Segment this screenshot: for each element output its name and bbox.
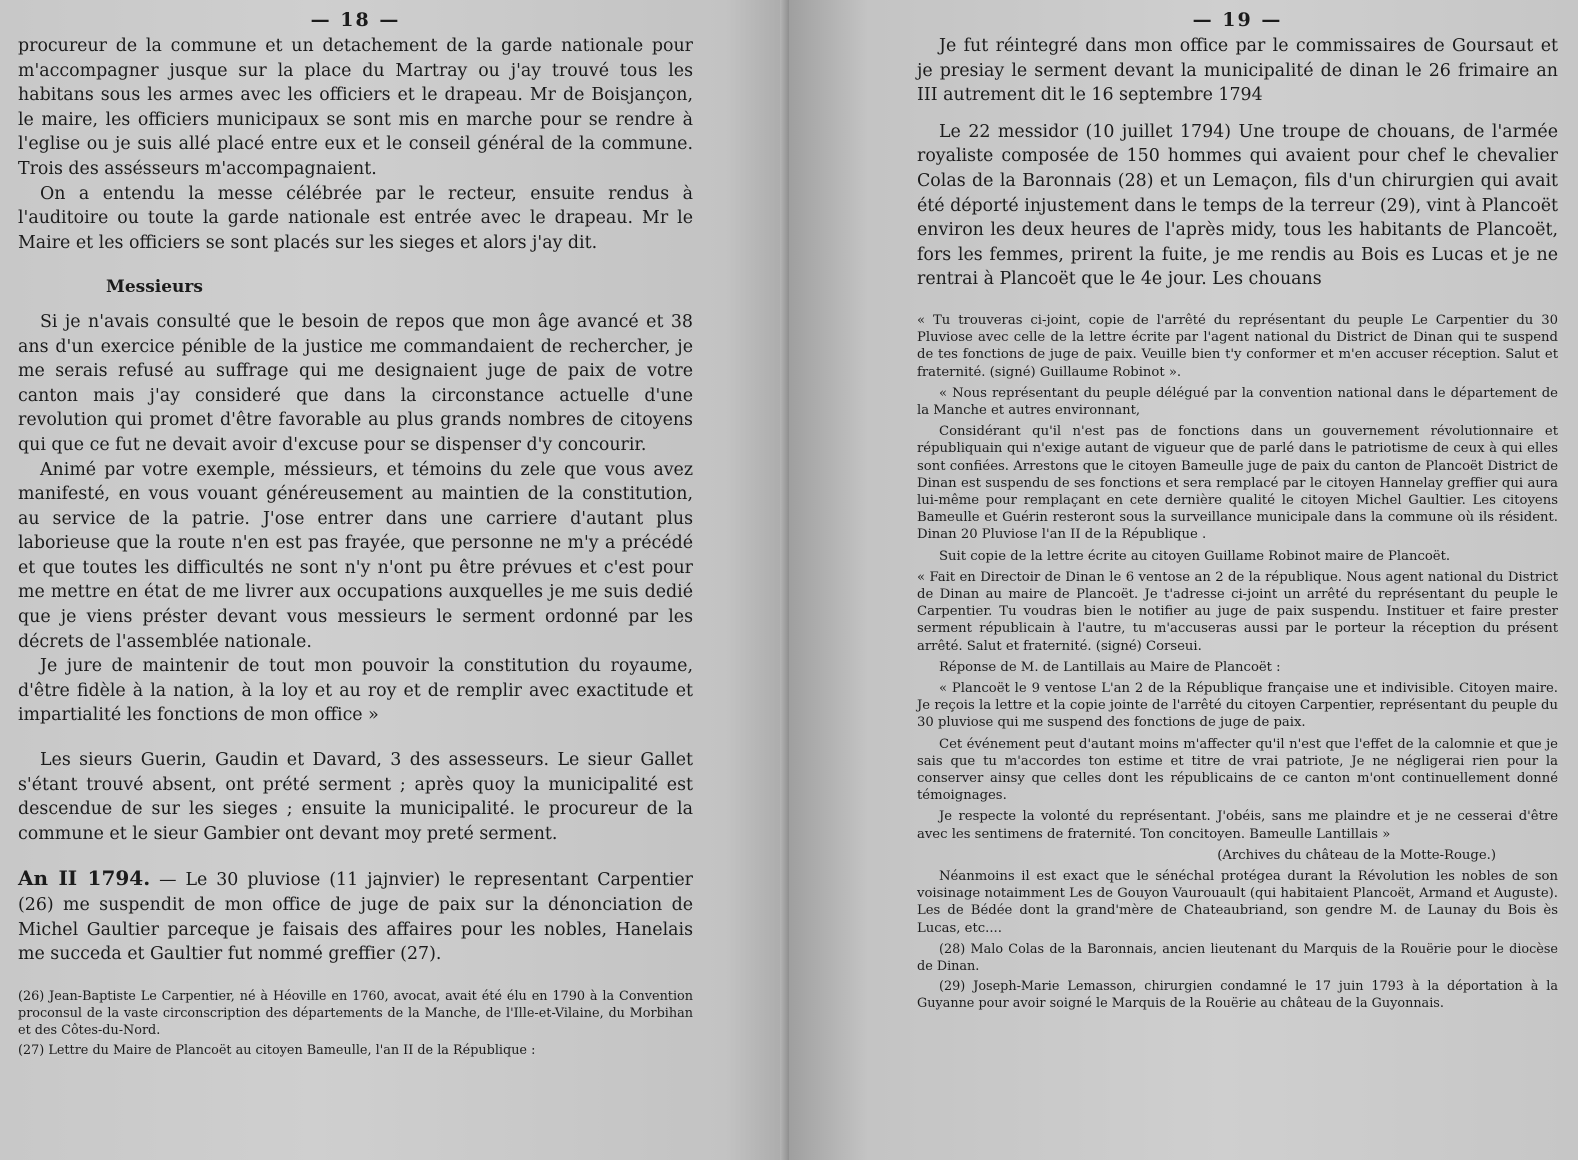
quote-paragraph: Suit copie de la lettre écrite au citoyen Guillame Robinot maire de Plancoët. — [939, 548, 1451, 564]
right-page — [789, 0, 1578, 1160]
right-footnotes — [917, 941, 1558, 1012]
an2-text: — Le 30 pluviose (11 jajnvier) le representant Carpentier (26) me suspendit de mon office de juge de paix sur la dénonciation de Michel Gaultier parceque je faisais des affaires pour les nobles, Hanelais me succeda et Gaultier fut nommé greffier (27). — [18, 870, 693, 965]
closing-paragraph: Néanmoins il est exact que le sénéchal protégea durant la Révolution les nobles de son voisinage notaimment Les de Gouyon Vaurouault (qui habitaient Plancoët, Armand et Auguste). Les de Bédée dont la grand'mère de Chateaubriand, son gendre M. de Launay du Bois ès Lucas, etc.... — [917, 869, 1558, 936]
paragraph: procureur de la commune et un detachement de la garde nationale pour m'accompagner jusque sur la place du Martray ou j'ay trouvé tous les habitans sous les armes avec les officiers et le drapeau. Mr de Boisjançon, le maire, les officiers municipaux se sont mis en marche pour se rendre à l'eglise ou je suis allé placé entre eux et le conseil général de la commune. Trois des assésseurs m'accompagnaient. — [18, 36, 693, 179]
paragraph: Je jure de maintenir de tout mon pouvoir la constitution du royaume, d'être fidèle à la nation, à la loy et au roy et de remplir avec exactitude et impartialité les fonctions de mon office » — [18, 656, 693, 726]
an2-label: An II 1794. — [18, 866, 151, 891]
left-footnotes — [18, 988, 693, 1059]
footnote: (27) Lettre du Maire de Plancoët au citoyen Bameulle, l'an II de la République : — [18, 1042, 536, 1058]
footnote: (29) Joseph-Marie Lemasson, chirurgien condamné le 17 juin 1793 à la déportation à la Guyanne pour avoir soigné le Marquis de la Rouërie au château de la Guyonnais. — [917, 978, 1558, 1011]
an2-paragraph — [18, 866, 693, 966]
paragraph: Je fut réintegré dans mon office par le commissaires de Goursaut et je presiay le serment devant la municipalité de dinan le 26 frimaire an III autrement dit le 16 septembre 1794 — [917, 36, 1558, 106]
paragraph: Le 22 messidor (10 juillet 1794) Une troupe de chouans, de l'armée royaliste composée de 150 hommes qui avaient pour chef le chevalier Colas de la Baronnais (28) et un Lemaçon, fils d'un chirurgien qui avait été déporté injustement dans le temps de la terreur (29), vint à Plancoët environ les deux heures de l'après midy, tous les habitants de Plancoët, fors les femmes, prirent la fuite, je me rendis au Bois es Lucas et je ne rentrai à Plancoët que le 4e jour. Les chouans — [917, 121, 1558, 290]
right-body — [917, 34, 1558, 292]
page-number: — 19 — — [1192, 9, 1283, 31]
quote-paragraph: Considérant qu'il n'est pas de fonctions dans un gouvernement révolutionnaire et républiquain qui n'exige autant de vigueur que de parlé dans le patriotisme de ceux à qui elles sont confiées. Arrestons que le citoyen Bameulle juge de paix du canton de Plancoët District de Dinan est suspendu de ses fonctions et sera remplacé par le citoyen Hannelay greffier qui aura lui-même pour remplaçant en cete dernière qualité le citoyen Michel Gaultier. Les citoyens Bameulle et Guérin resteront sous la surveillance municipale dans la commune où ils résident. Dinan 20 Pluviose l'an II de la République . — [917, 424, 1558, 543]
quote-paragraph: Réponse de M. de Lantillais au Maire de Plancoët : — [939, 659, 1281, 675]
speech-heading: Messieurs — [106, 277, 203, 298]
paragraph: On a entendu la messe célébrée par le recteur, ensuite rendus à l'auditoire ou toute la garde nationale est entrée avec le drapeau. Mr le Maire et les officiers se sont placés sur les sieges et alors j'ay dit. — [18, 183, 693, 253]
quote-paragraph: Je respecte la volonté du représentant. J'obéis, sans me plaindre et je ne cesserai d'être avec les sentimens de fraternité. Ton concitoyen. Bameulle Lantillais » — [917, 809, 1558, 842]
quote-paragraph: « Fait en Directoir de Dinan le 6 ventose an 2 de la république. Nous agent national du District de Dinan au maire de Plancoët. Je t'adresse ci-joint un arrêté du représentant du peuple le Carpentier. Tu voudras bien le notifier au juge de paix suspendu. Instituer et faire prester serment républicain à l'autre, tu m'accuseras aussi par le porteur la réception du présent arrêté. Salut et fraternité. (signé) Corseui. — [917, 569, 1558, 654]
quote-paragraph: « Nous représentant du peuple délégué par la convention national dans le département de la Manche et autres environnant, — [917, 385, 1558, 418]
paragraph: Animé par votre exemple, méssieurs, et témoins du zele que vous avez manifesté, en vous vouant généreusement au maintien de la constitution, au service de la patrie. J'ose entrer dans une carriere d'autant plus laborieuse que la route n'en est pas frayée, que personne ne m'y a précédé et que toutes les difficultés ne sont n'y n'ont pu être prévues et c'est pour me mettre en état de me livrer aux occupations auxquelles je me suis dedié que je viens préster devant vous messieurs le serment ordonné par les décrets de l'assemblée nationale. — [18, 459, 693, 652]
page-number: — 18 — — [310, 9, 401, 31]
footnote: (26) Jean-Baptiste Le Carpentier, né à Héoville en 1760, avocat, avait été élu en 1790 à la Convention proconsul de la vaste circonscription des départements de la Manche, de l'Ille-et-Vilaine, du Morbihan et des Côtes-du-Nord. — [18, 988, 693, 1038]
archives-source: (Archives du château de la Motte-Rouge.) — [1217, 847, 1496, 863]
quoted-documents — [917, 312, 1558, 937]
paragraph: Si je n'avais consulté que le besoin de repos que mon âge avancé et 38 ans d'un exercice pénible de la justice me commandaient de rechercher, je me serais refusé au suffrage qui me designaient juge de paix de votre canton mais j'ay consideré que dans la circonstance actuelle d'une revolution qui promet d'être favorable au plus grands nombres de citoyens qui que ce fut ne devait avoir d'excuse pour se dispenser d'y concourir. — [18, 311, 693, 455]
quote-paragraph: Cet événement peut d'autant moins m'affecter qu'il n'est que l'effet de la calomnie et que je sais que tu m'accordes ton estime et titre de vrai patriote, Je ne négligerai rien pour la conserver ainsy que celles dont les républicains de ce canton m'ont continuellement donné témoignages. — [917, 736, 1558, 804]
left-body — [18, 34, 693, 967]
paragraph: Les sieurs Guerin, Gaudin et Davard, 3 des assesseurs. Le sieur Gallet s'étant trouvé absent, ont prété serment ; après quoy la municipalité est descendue de sur les sieges ; ensuite la municipalité. le procureur de la commune et le sieur Gambier ont devant moy preté serment. — [18, 750, 693, 844]
quote-paragraph: « Plancoët le 9 ventose L'an 2 de la République française une et indivisible. Citoyen maire. Je reçois la lettre et la copie jointe de l'arrêté du citoyen Carpentier, représentant du peuple du 30 pluviose qui me suspend des fonctions de juge de paix. — [917, 681, 1558, 731]
footnote: (28) Malo Colas de la Baronnais, ancien lieutenant du Marquis de la Rouërie pour le diocèse de Dinan. — [917, 941, 1558, 974]
quote-paragraph: « Tu trouveras ci-joint, copie de l'arrêté du représentant du peuple Le Carpentier du 30 Pluviose avec celle de la lettre écrite par l'agent national du District de Dinan qui te suspend de tes fonctions de juge de paix. Veuille bien t'y conformer et m'en accuser réception. Salut et fraternité. (signé) Guillaume Robinot ». — [917, 312, 1558, 380]
